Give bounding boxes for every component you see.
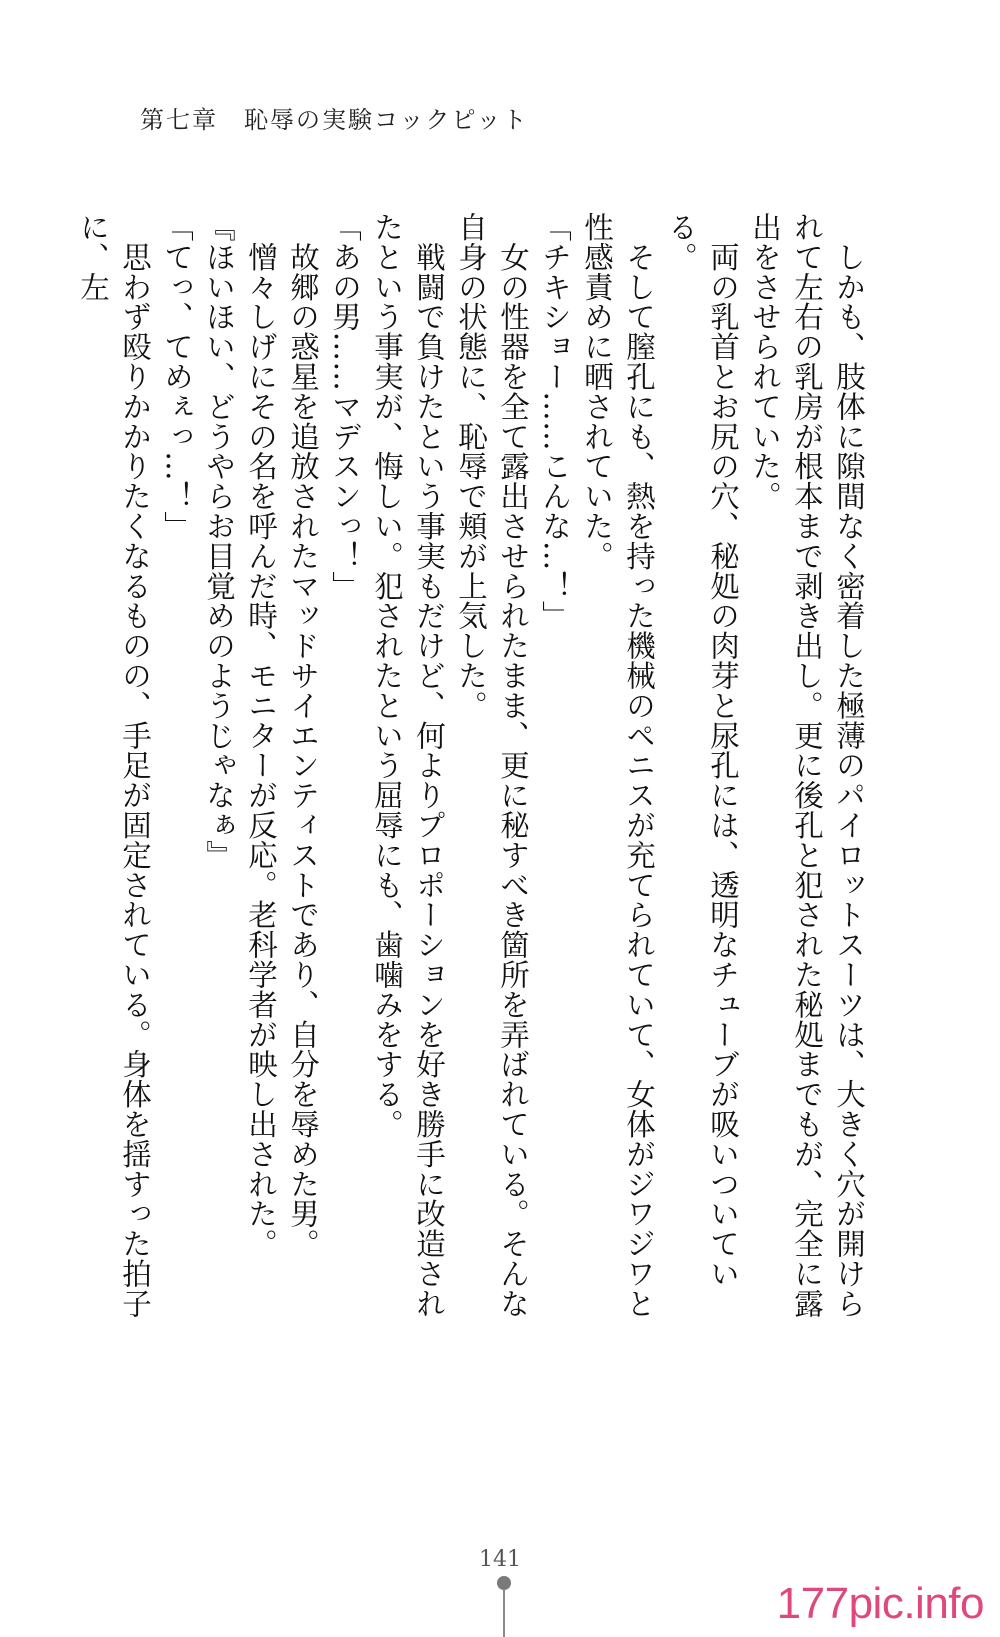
body-text-column	[76, 212, 870, 1332]
dialogue-line: 『ほいほい、どうやらお目覚めのようじゃなぁ』	[202, 212, 236, 870]
paragraph: 両の乳首とお尻の穴、秘処の肉芽と尿孔には、透明なチューブが吸いついている。	[664, 212, 740, 1289]
paragraph: 女の性器を全て露出させられたまま、更に秘すべき箇所を弄ばれている。そんな自身の状態に、恥辱で頬が上気した。	[454, 212, 530, 1319]
paragraph: 思わず殴りかかりたくなるものの、手足が固定されている。身体を揺すった拍子に、左	[76, 212, 152, 1319]
dialogue-line: 「あの男……マデスンっ！」	[328, 212, 362, 601]
folio-line-decoration	[503, 1582, 505, 1637]
paragraph: 故郷の惑星を追放されたマッドサイエンティストであり、自分を辱めた男。	[286, 212, 320, 1259]
paragraph: 戦闘で負けたという事実もだけど、何よりプロポーションを好き勝手に改造されたという事実が、悔しい。犯されたという屈辱にも、歯噛みをする。	[370, 212, 446, 1319]
running-title: 第七章 恥辱の実験コックピット	[140, 106, 529, 134]
dialogue-line: 「てっ、てめぇっ…！」	[160, 212, 194, 541]
paragraph: しかも、肢体に隙間なく密着した極薄のパイロットスーツは、大きく穴が開けられて左右の乳房が根本まで剥き出し。更に後孔と犯された秘処までもが、完全に露出をさせられていた。	[748, 212, 866, 1319]
watermark-text: 177pic.info	[776, 1579, 984, 1628]
folio-dot-decoration	[497, 1576, 511, 1590]
paragraph: そして膣孔にも、熱を持った機械のペニスが充てられていて、女体がジワジワと性感責めに晒されていた。	[580, 212, 656, 1319]
page-number: 141	[479, 1547, 521, 1572]
paragraph: 憎々しげにその名を呼んだ時、モニターが反応。老科学者が映し出された。	[244, 212, 278, 1259]
dialogue-line: 「チキショー……こんな…！」	[538, 212, 572, 631]
